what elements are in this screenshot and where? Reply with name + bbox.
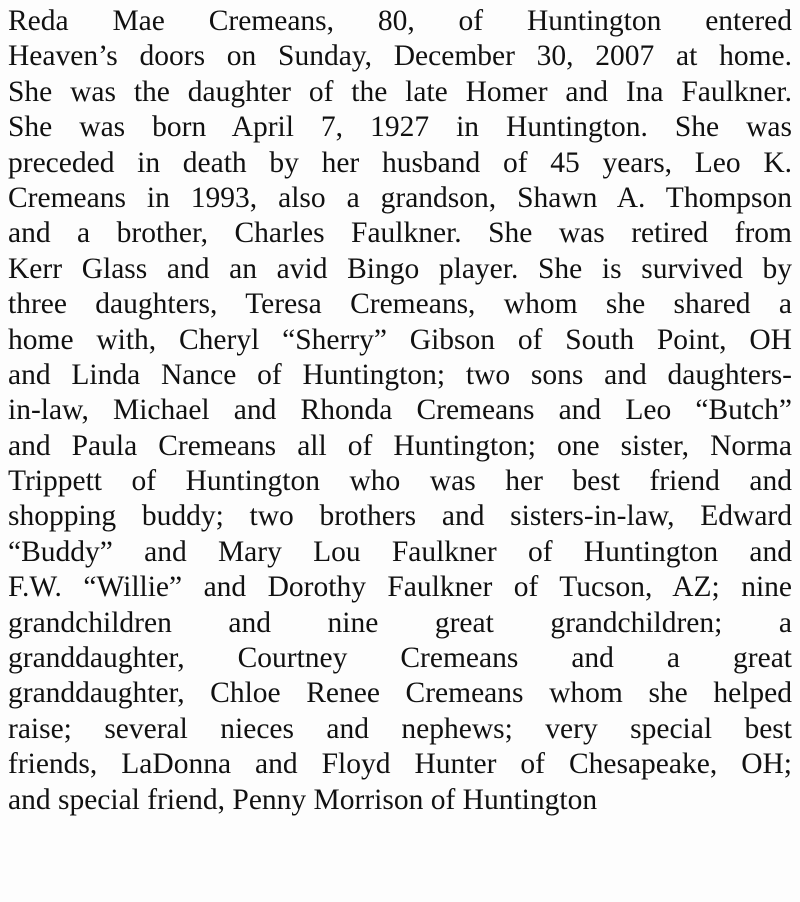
- text-line: home with, Cheryl “Sherry” Gibson of South Point, OH: [8, 323, 792, 356]
- text-line: Reda Mae Cremeans, 80, of Huntington entered: [8, 5, 792, 37]
- text-line: granddaughter, Courtney Cremeans and a great: [8, 642, 792, 675]
- text-line: Heaven’s doors on Sunday, December 30, 2007 at home.: [8, 40, 792, 73]
- text-line: granddaughter, Chloe Renee Cremeans whom she helped: [8, 677, 792, 710]
- text-line: “Buddy” and Mary Lou Faulkner of Huntington and: [8, 535, 792, 568]
- obituary-text: [8, 4, 792, 818]
- text-line: Kerr Glass and an avid Bingo player. She is survived by: [8, 252, 792, 285]
- text-line: She was born April 7, 1927 in Huntington. She was: [8, 111, 792, 144]
- text-line: She was the daughter of the late Homer and Ina Faulkner.: [8, 75, 792, 108]
- text-line: three daughters, Teresa Cremeans, whom she shared a: [8, 288, 792, 321]
- text-line-last: and special friend, Penny Morrison of Huntington: [8, 783, 598, 816]
- text-line: grandchildren and nine great grandchildren; a: [8, 606, 792, 639]
- text-line: Cremeans in 1993, also a grandson, Shawn A. Thompson: [8, 181, 792, 214]
- text-line: in-law, Michael and Rhonda Cremeans and Leo “Butch”: [8, 394, 792, 427]
- text-line: preceded in death by her husband of 45 years, Leo K.: [8, 146, 792, 179]
- text-line: Trippett of Huntington who was her best friend and: [8, 465, 792, 498]
- text-line: friends, LaDonna and Floyd Hunter of Chesapeake, OH;: [8, 748, 792, 781]
- text-line: and a brother, Charles Faulkner. She was retired from: [8, 217, 792, 250]
- text-line: and Linda Nance of Huntington; two sons and daughters-: [8, 358, 792, 391]
- text-line: F.W. “Willie” and Dorothy Faulkner of Tucson, AZ; nine: [8, 571, 792, 604]
- text-line: raise; several nieces and nephews; very special best: [8, 712, 792, 745]
- text-line: shopping buddy; two brothers and sisters-in-law, Edward: [8, 500, 792, 533]
- text-line: and Paula Cremeans all of Huntington; one sister, Norma: [8, 429, 792, 462]
